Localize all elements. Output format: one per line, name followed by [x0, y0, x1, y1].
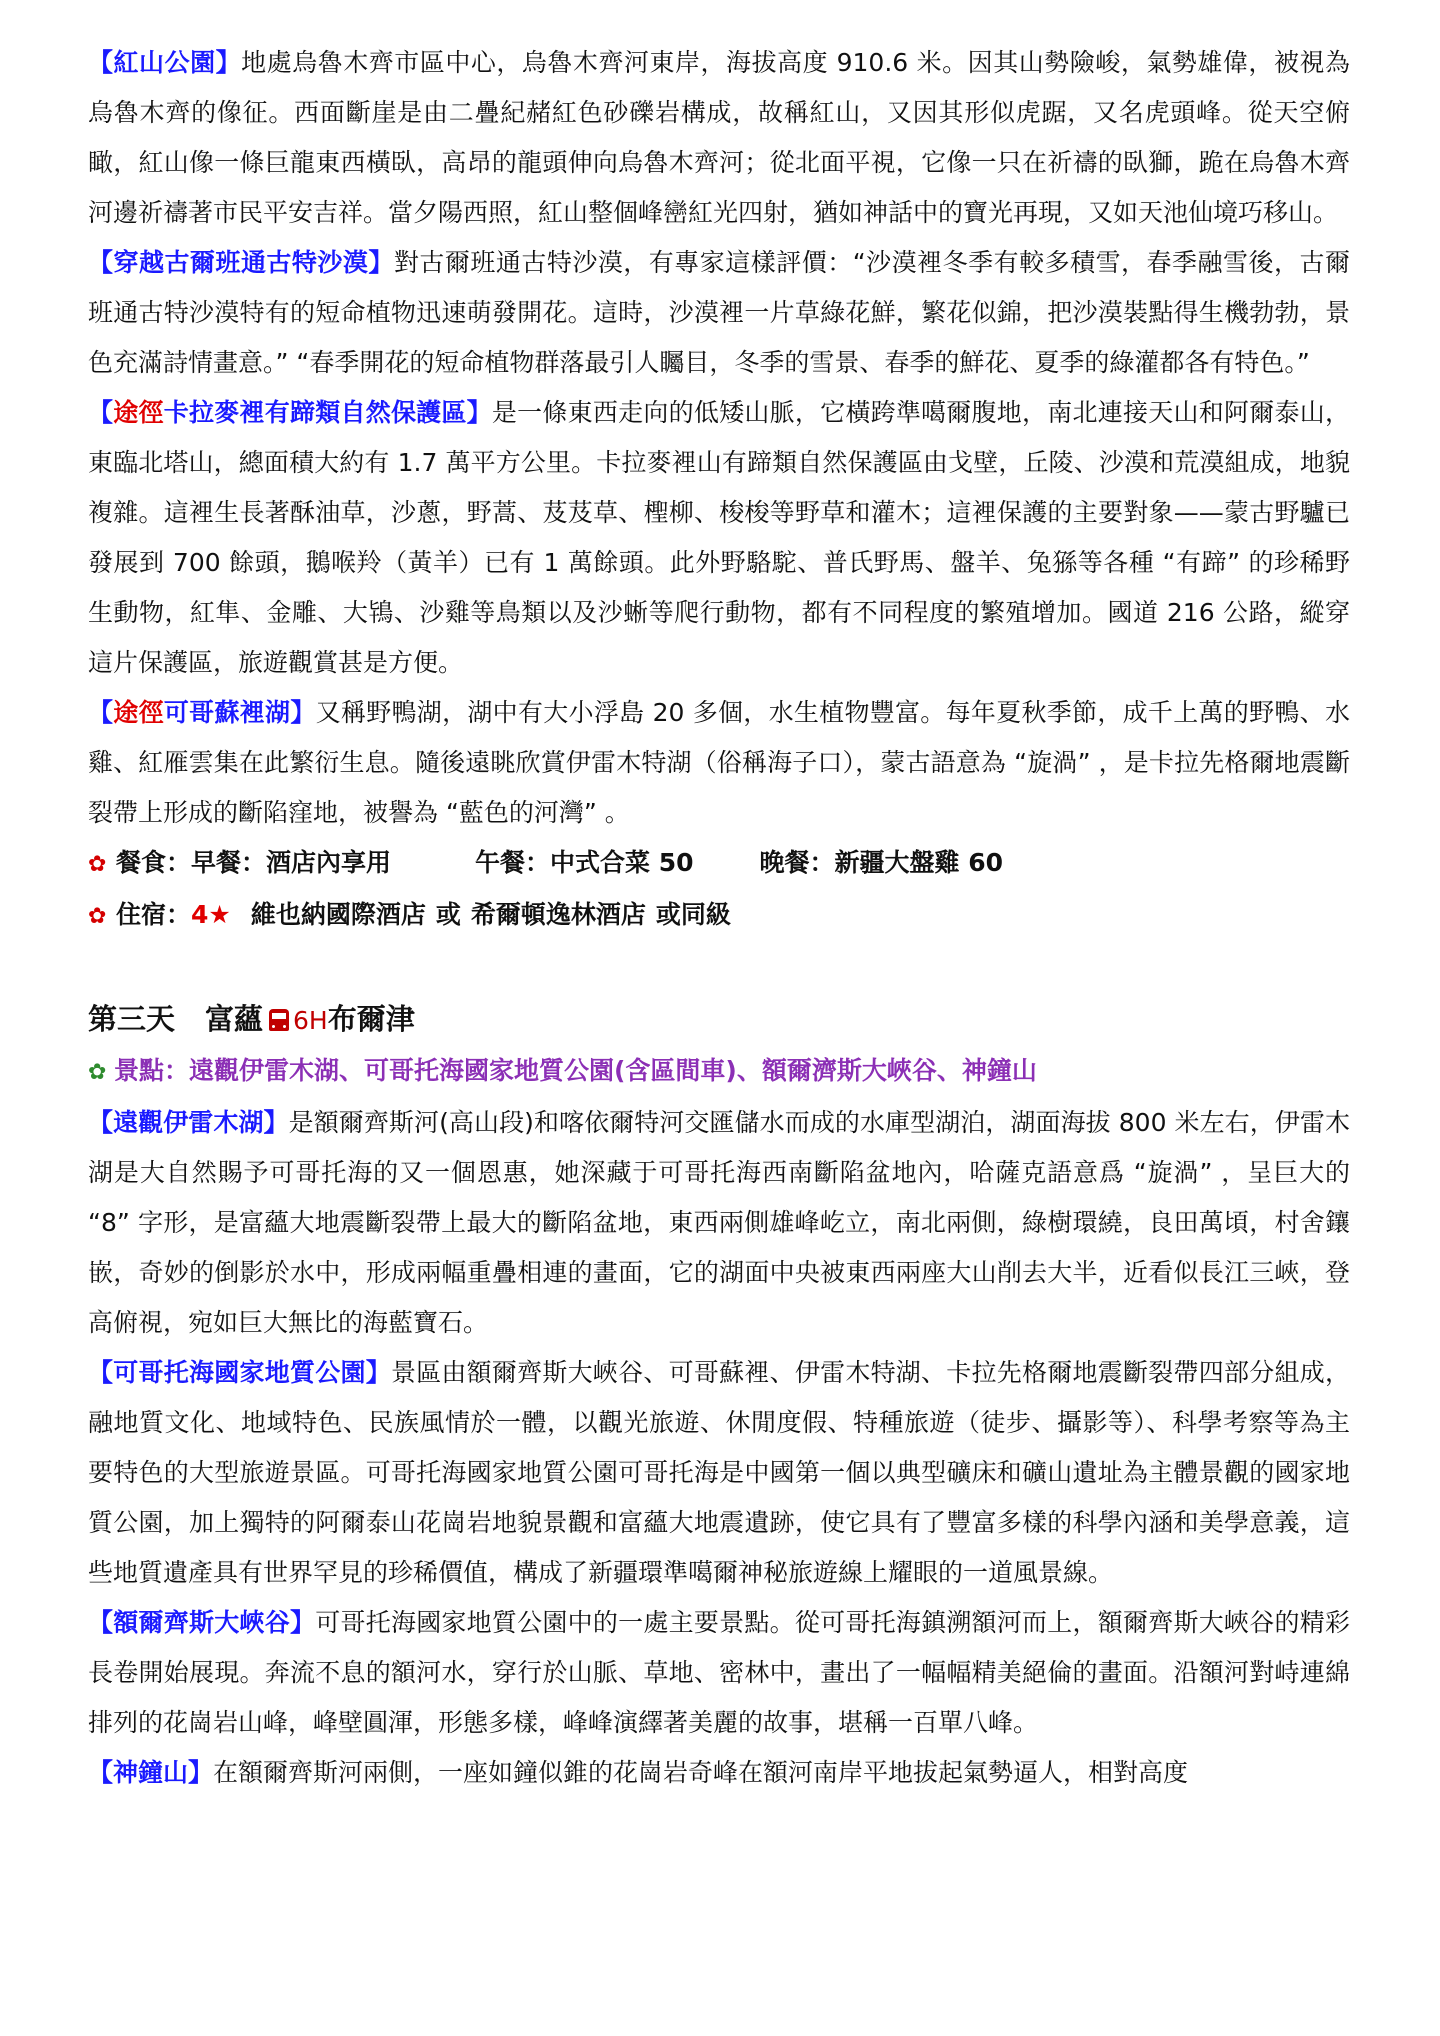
bracket-left: 【 — [88, 1608, 114, 1637]
bracket-left: 【 — [88, 698, 114, 727]
bracket-right: 】 — [289, 1608, 316, 1637]
route-from: 富蘊 — [205, 1002, 264, 1036]
bus-icon — [269, 1009, 289, 1031]
section-prefix: 途徑 — [113, 698, 164, 727]
flower-icon: ✿ — [88, 852, 107, 877]
route-duration: 6H — [293, 1006, 328, 1035]
bracket-right: 】 — [290, 698, 316, 727]
section-yileimu-lake — [88, 1098, 1350, 1348]
bracket-left: 【 — [88, 1108, 114, 1137]
section-irtysh-canyon — [88, 1598, 1350, 1748]
bracket-right: 】 — [188, 1758, 214, 1787]
section-body: 對古爾班通古特沙漠，有專家這樣評價：“沙漠裡冬季有較多積雪，春季融雪後，古爾班通古特沙漠特有的短命植物迅速萌發開花。這時，沙漠裡一片草綠花鮮，繁花似錦，把沙漠裝點得生機勃勃，景色充滿詩情畫意。” “春季開花的短命植物群落最引人矚目，冬季的雪景、春季的鮮花、夏季的綠灌都各有特色。” — [88, 248, 1350, 377]
route-to: 布爾津 — [327, 1002, 415, 1036]
meal-dinner: 晚餐：新疆大盤雞 60 — [759, 848, 1004, 877]
hotel-star-rating: 4★ — [191, 900, 231, 929]
section-title: 可哥托海國家地質公園 — [113, 1358, 366, 1387]
meals-line — [88, 838, 1350, 890]
spots-line — [88, 1046, 1350, 1098]
section-kalamaili-reserve — [88, 388, 1350, 688]
section-prefix: 途徑 — [113, 398, 164, 427]
meal-lunch: 午餐：中式合菜 50 — [475, 848, 694, 877]
itinerary-page — [88, 38, 1350, 1798]
section-body: 又稱野鴨湖，湖中有大小浮島 20 多個，水生植物豐富。每年夏秋季節，成千上萬的野鴨、水雞、紅雁雲集在此繁衍生息。隨後遠眺欣賞伊雷木特湖（俗稱海子口），蒙古語意為 “旋渦” ，是卡拉先格爾地震斷裂帶上形成的斷陷窪地，被譽為 “藍色的河灣” 。 — [88, 698, 1350, 827]
meal-breakfast: 早餐：酒店內享用 — [191, 848, 392, 877]
bracket-right: 】 — [466, 398, 492, 427]
section-title: 穿越古爾班通古特沙漠 — [113, 248, 369, 277]
section-shenzhong-mountain — [88, 1748, 1350, 1798]
section-body: 景區由額爾齊斯大峽谷、可哥蘇裡、伊雷木特湖、卡拉先格爾地震斷裂帶四部分組成，融地質文化、地域特色、民族風情於一體，以觀光旅遊、休閒度假、特種旅遊（徒步、攝影等）、科學考察等為主要特色的大型旅遊景區。可哥托海國家地質公園可哥托海是中國第一個以典型礦床和礦山遺址為主體景觀的國家地質公園，加上獨特的阿爾泰山花崗岩地貌景觀和富蘊大地震遺跡，使它具有了豐富多樣的科學內涵和美學意義，這些地質遺產具有世界罕見的珍稀價值，構成了新疆環準噶爾神秘旅遊線上耀眼的一道風景線。 — [88, 1358, 1350, 1587]
day-heading — [88, 994, 1350, 1046]
section-gurbantunggut-desert — [88, 238, 1350, 388]
section-body: 是額爾齊斯河(高山段)和喀依爾特河交匯儲水而成的水庫型湖泊，湖面海拔 800 米左右，伊雷木湖是大自然賜予可哥托海的又一個恩惠，她深藏于可哥托海西南斷陷盆地內，哈薩克語意爲 “旋渦” ，呈巨大的 “8” 字形，是富蘊大地震斷裂帶上最大的斷陷盆地，東西兩側雄峰屹立，南北兩側，綠樹環繞，良田萬頃，村舍鑲嵌，奇妙的倒影於水中，形成兩幅重疊相連的畫面，它的湖面中央被東西兩座大山削去大半，近看似長江三峽，登高俯視，宛如巨大無比的海藍寶石。 — [88, 1108, 1350, 1337]
bracket-right: 】 — [368, 248, 394, 277]
spots-list: 景點：遠觀伊雷木湖、可哥托海國家地質公園(含區間車)、額爾濟斯大峽谷、神鐘山 — [114, 1056, 1037, 1085]
hotel-option-1: 維也納國際酒店 — [250, 900, 426, 929]
hotel-option-2: 希爾頓逸林酒店 — [470, 900, 646, 929]
bracket-left: 【 — [88, 398, 114, 427]
section-body: 在額爾齊斯河兩側，一座如鐘似錐的花崗岩奇峰在額河南岸平地拔起氣勢逼人，相對高度 — [213, 1758, 1189, 1787]
bracket-left: 【 — [88, 48, 114, 77]
bracket-right: 】 — [263, 1108, 289, 1137]
section-body: 地處烏魯木齊市區中心，烏魯木齊河東岸，海拔高度 910.6 米。因其山勢險峻，氣勢雄偉，被視為烏魯木齊的像征。西面斷崖是由二疊紀赭紅色砂礫岩構成，故稱紅山，又因其形似虎踞，又名虎頭峰。從天空俯瞰，紅山像一條巨龍東西橫臥，高昂的龍頭伸向烏魯木齊河；從北面平視，它像一只在祈禱的臥獅，跪在烏魯木齊河邊祈禱著市民平安吉祥。當夕陽西照，紅山整個峰巒紅光四射，猶如神話中的寶光再現，又如天池仙境巧移山。 — [88, 48, 1350, 227]
bracket-right: 】 — [365, 1358, 391, 1387]
meals-label: 餐食： — [116, 848, 192, 877]
bracket-right: 】 — [215, 48, 242, 77]
or-equivalent: 或同級 — [655, 900, 731, 929]
section-title: 紅山公園 — [113, 48, 216, 77]
bracket-left: 【 — [88, 1758, 114, 1787]
flower-icon: ✿ — [88, 904, 107, 929]
section-kekesuli-lake — [88, 688, 1350, 838]
section-title: 卡拉麥裡有蹄類自然保護區 — [163, 398, 467, 427]
section-body: 是一條東西走向的低矮山脈，它橫跨準噶爾腹地，南北連接天山和阿爾泰山，東臨北塔山，總面積大約有 1.7 萬平方公里。卡拉麥裡山有蹄類自然保護區由戈壁，丘陵、沙漠和荒漠組成，地貌複雜。這裡生長著酥油草，沙蔥，野蒿、芨芨草、檉柳、梭梭等野草和灌木；這裡保護的主要對象——蒙古野驢已發展到 700 餘頭，鵝喉羚（黃羊）已有 1 萬餘頭。此外野駱駝、普氏野馬、盤羊、兔猻等各種 “有蹄” 的珍稀野生動物，紅隼、金雕、大鴇、沙雞等鳥類以及沙蜥等爬行動物，都有不同程度的繁殖增加。國道 216 公路，縱穿這片保護區，旅遊觀賞甚是方便。 — [88, 398, 1350, 677]
section-koktokay-geopark — [88, 1348, 1350, 1598]
day-number: 第三天 — [88, 1002, 176, 1036]
section-title: 遠觀伊雷木湖 — [113, 1108, 264, 1137]
lodging-line — [88, 890, 1350, 942]
or-word: 或 — [435, 900, 461, 929]
section-title: 神鐘山 — [113, 1758, 189, 1787]
clover-icon: ✿ — [88, 1060, 107, 1085]
bracket-left: 【 — [88, 248, 114, 277]
section-body: 可哥托海國家地質公園中的一處主要景點。從可哥托海鎮溯額河而上，額爾齊斯大峽谷的精彩長卷開始展現。奔流不息的額河水，穿行於山脈、草地、密林中，畫出了一幅幅精美絕倫的畫面。沿額河對峙連綿排列的花崗岩山峰，峰壁圓渾，形態多樣，峰峰演繹著美麗的故事，堪稱一百單八峰。 — [88, 1608, 1350, 1737]
bracket-left: 【 — [88, 1358, 114, 1387]
section-title: 可哥蘇裡湖 — [163, 698, 291, 727]
lodging-label: 住宿： — [116, 900, 192, 929]
section-hongshan-park — [88, 38, 1350, 238]
section-title: 額爾齊斯大峽谷 — [113, 1608, 290, 1637]
